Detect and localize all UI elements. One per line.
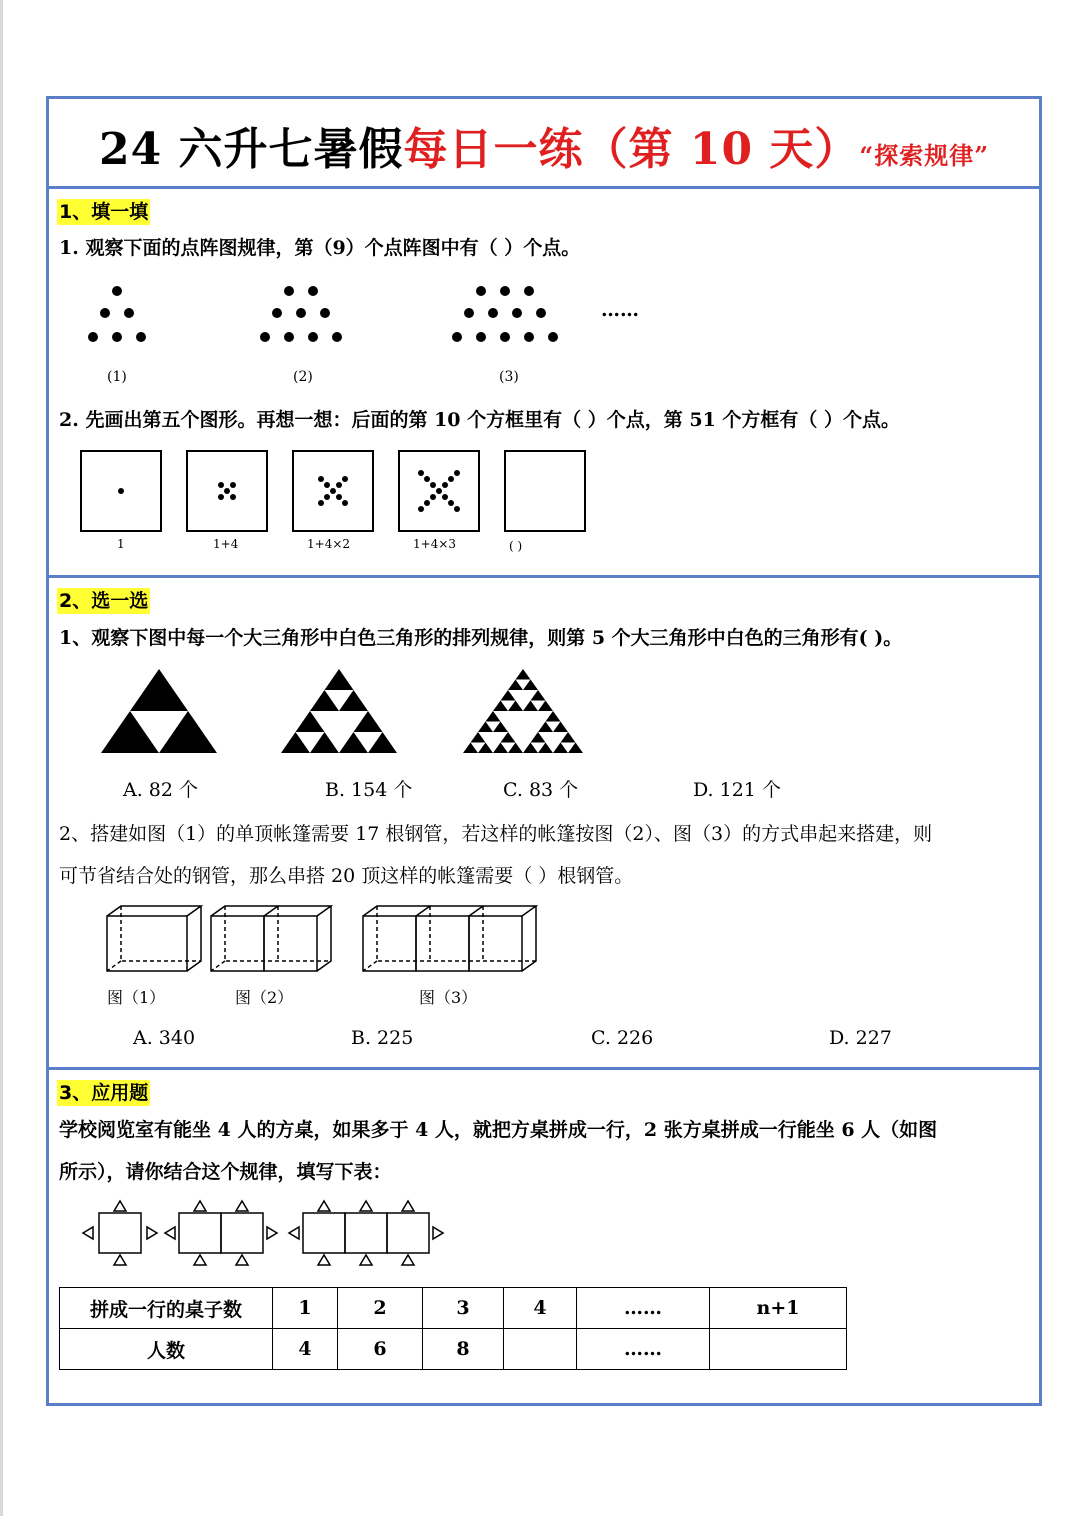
answer-cell[interactable] — [504, 1329, 577, 1370]
title-subtitle: “探索规律” — [859, 141, 990, 170]
tent-label-3: 图（3） — [419, 988, 478, 1007]
section-divider — [49, 1067, 1039, 1070]
s2-q1-text: 1、观察下图中每一个大三角形中白色三角形的排列规律，则第 5 个大三角形中白色的三角形有( )。 — [59, 627, 903, 649]
s2-q2-option-b: B. 225 — [351, 1027, 414, 1049]
table-cell: 2 — [338, 1288, 423, 1329]
tent-3 — [363, 906, 536, 971]
page-title — [49, 113, 1039, 177]
s2-q2-line2: 可节省结合处的钢管，那么串搭 20 顶这样的帐篷需要（ ）根钢管。 — [59, 865, 634, 887]
section2-heading: 2、选一选 — [59, 590, 149, 612]
sierpinski-1 — [101, 669, 217, 753]
table-cell: 6 — [338, 1329, 423, 1370]
tent-figures — [49, 904, 1039, 979]
table-row — [60, 1288, 847, 1329]
s2-q1-option-c: C. 83 个 — [503, 779, 579, 801]
tent-label-1: 图（1） — [107, 988, 166, 1007]
table-seating-figures — [49, 1197, 1039, 1272]
table-cell: 3 — [423, 1288, 504, 1329]
tent-label-2: 图（2） — [235, 988, 294, 1007]
dot-pattern-1 — [88, 286, 146, 342]
square-label-1: 1 — [117, 537, 125, 551]
s2-q2-option-d: D. 227 — [829, 1027, 892, 1049]
worksheet-frame — [46, 96, 1042, 1406]
table-row — [60, 1329, 847, 1370]
dot-label-1: (1) — [107, 369, 127, 385]
sierpinski-2 — [281, 669, 397, 753]
table-cell: …… — [577, 1288, 710, 1329]
s2-q2-option-a: A. 340 — [133, 1027, 196, 1049]
s2-q1-option-b: B. 154 个 — [325, 779, 413, 801]
tent-1 — [107, 906, 201, 971]
page-edge — [0, 0, 3, 1516]
square-box-5 — [505, 451, 585, 531]
title-prefix: 24 六升七暑假 — [98, 124, 404, 175]
s2-q2-option-c: C. 226 — [591, 1027, 654, 1049]
section3-heading: 3、应用题 — [59, 1082, 149, 1104]
s3-line1: 学校阅览室有能坐 4 人的方桌，如果多于 4 人，就把方桌拼成一行，2 张方桌拼成一行能坐 6 人（如图 — [59, 1119, 938, 1141]
s2-q1-option-a: A. 82 个 — [123, 779, 199, 801]
dot-triangle-figures — [49, 279, 1039, 359]
dot-ellipsis: …… — [601, 299, 639, 321]
table-cell: 1 — [273, 1288, 338, 1329]
title-highlight: 每日一练（第 10 天） — [403, 124, 860, 175]
dot-label-2: (2) — [293, 369, 313, 385]
table-cell: 人数 — [60, 1329, 273, 1370]
table-cell: 拼成一行的桌子数 — [60, 1288, 273, 1329]
answer-cell[interactable] — [710, 1329, 847, 1370]
table-cell: …… — [577, 1329, 710, 1370]
square-label-5: ( ) — [509, 539, 523, 553]
s2-q2-line1: 2、搭建如图（1）的单顶帐篷需要 17 根钢管，若这样的帐篷按图（2）、图（3）的方式串起来搭建，则 — [59, 823, 933, 845]
s2-q1-option-d: D. 121 个 — [693, 779, 781, 801]
seating-2 — [165, 1201, 277, 1265]
section-divider — [49, 575, 1039, 578]
pattern-table — [59, 1287, 847, 1370]
dot-pattern-3 — [452, 286, 558, 342]
s3-line2: 所示），请你结合这个规律，填写下表： — [59, 1161, 392, 1183]
section1-heading: 1、填一填 — [59, 201, 149, 223]
s1-q2-text: 2. 先画出第五个图形。再想一想：后面的第 10 个方框里有（ ）个点，第 51 个方框有（ ）个点。 — [59, 409, 901, 431]
sierpinski-triangle-figures — [49, 665, 1039, 760]
table-cell: 8 — [423, 1329, 504, 1370]
sierpinski-3 — [463, 669, 583, 753]
table-cell: 4 — [273, 1329, 338, 1370]
section-divider — [49, 186, 1039, 189]
dot-label-3: (3) — [499, 369, 519, 385]
table-cell: n+1 — [710, 1288, 847, 1329]
seating-1 — [83, 1201, 157, 1265]
square-label-2: 1+4 — [213, 537, 239, 551]
square-label-3: 1+4×2 — [307, 537, 351, 551]
dot-pattern-2 — [260, 286, 342, 342]
square-label-4: 1+4×3 — [413, 537, 457, 551]
seating-3 — [289, 1201, 443, 1265]
table-cell: 4 — [504, 1288, 577, 1329]
square-dot-figures — [49, 447, 1039, 537]
tent-2 — [211, 906, 331, 971]
s1-q1-text: 1. 观察下面的点阵图规律，第（9）个点阵图中有（ ）个点。 — [59, 237, 581, 259]
